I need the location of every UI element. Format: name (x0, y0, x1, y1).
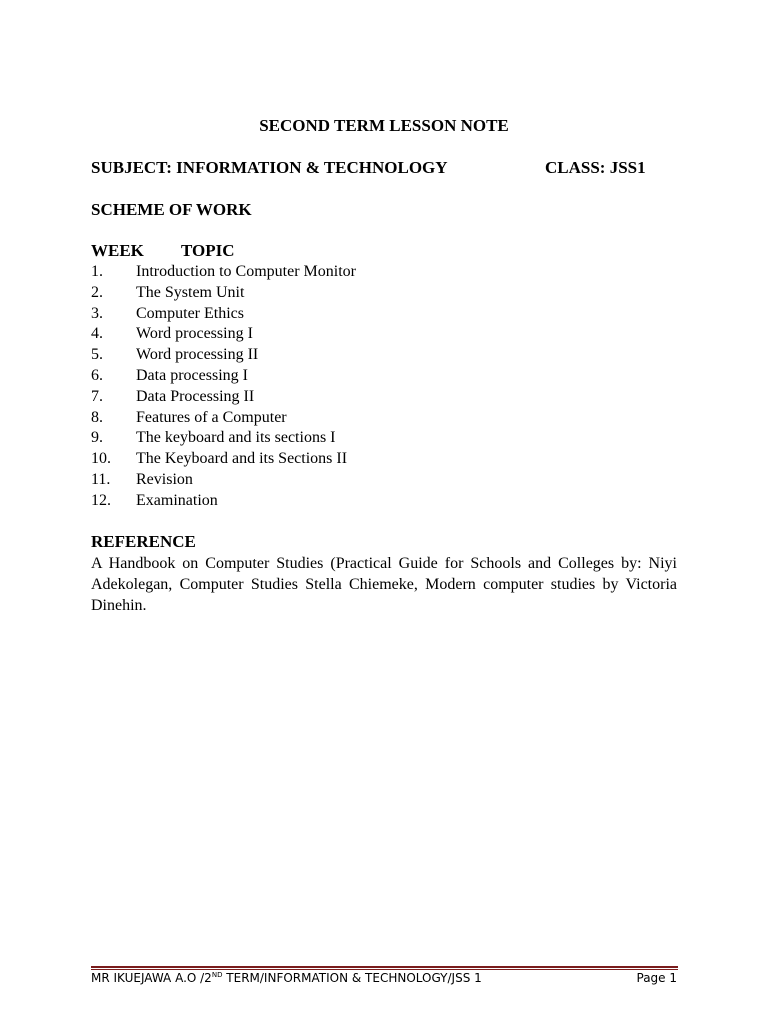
reference-text: A Handbook on Computer Studies (Practical Guide for Schools and Colleges by: Niyi Adekolegan, Computer Studies Stella Chiemeke, Modern computer studies by Victoria Dinehin. (91, 555, 677, 614)
topic-text: Word processing I (136, 325, 253, 343)
topic-text: Data Processing II (136, 387, 255, 405)
topic-text: Computer Ethics (136, 304, 244, 322)
week-number: 2. (91, 283, 103, 301)
week-topic-header (91, 241, 235, 261)
reference-heading: REFERENCE (91, 532, 196, 551)
footer-author-line (91, 971, 482, 985)
week-column-header: WEEK (91, 241, 144, 260)
week-number: 8. (91, 408, 103, 426)
footer-suffix: TERM/INFORMATION & TECHNOLOGY/JSS 1 (222, 971, 482, 985)
week-number: 12. (91, 491, 111, 509)
class-label: CLASS: JSS1 (545, 158, 646, 177)
footer-rule-thin (91, 969, 678, 970)
topic-text: The System Unit (136, 283, 245, 301)
topic-text: Features of a Computer (136, 408, 287, 426)
footer-rule-thick (91, 966, 678, 968)
topic-text: The Keyboard and its Sections II (136, 450, 348, 468)
week-number: 4. (91, 325, 103, 343)
week-number: 6. (91, 366, 103, 384)
topic-text: The keyboard and its sections I (136, 429, 336, 447)
scheme-heading: SCHEME OF WORK (91, 200, 252, 219)
page-number: Page 1 (636, 971, 677, 985)
week-number: 9. (91, 429, 103, 447)
topic-text: Examination (136, 491, 218, 509)
week-number: 11. (91, 470, 111, 488)
week-number: 7. (91, 387, 103, 405)
topic-text: Word processing II (136, 346, 259, 364)
page-title: SECOND TERM LESSON NOTE (259, 116, 509, 135)
footer-prefix: MR IKUEJAWA A.O /2 (91, 971, 212, 985)
week-number: 3. (91, 304, 103, 322)
topic-column-header: TOPIC (181, 241, 235, 260)
topic-text: Revision (136, 470, 193, 488)
subject-label: SUBJECT: INFORMATION & TECHNOLOGY (91, 158, 448, 177)
topic-text: Data processing I (136, 366, 248, 384)
footer-superscript: ND (211, 971, 223, 979)
week-number: 10. (91, 450, 111, 468)
week-number: 5. (91, 346, 103, 364)
week-number: 1. (91, 263, 103, 280)
topic-text: Introduction to Computer Monitor (136, 263, 356, 280)
